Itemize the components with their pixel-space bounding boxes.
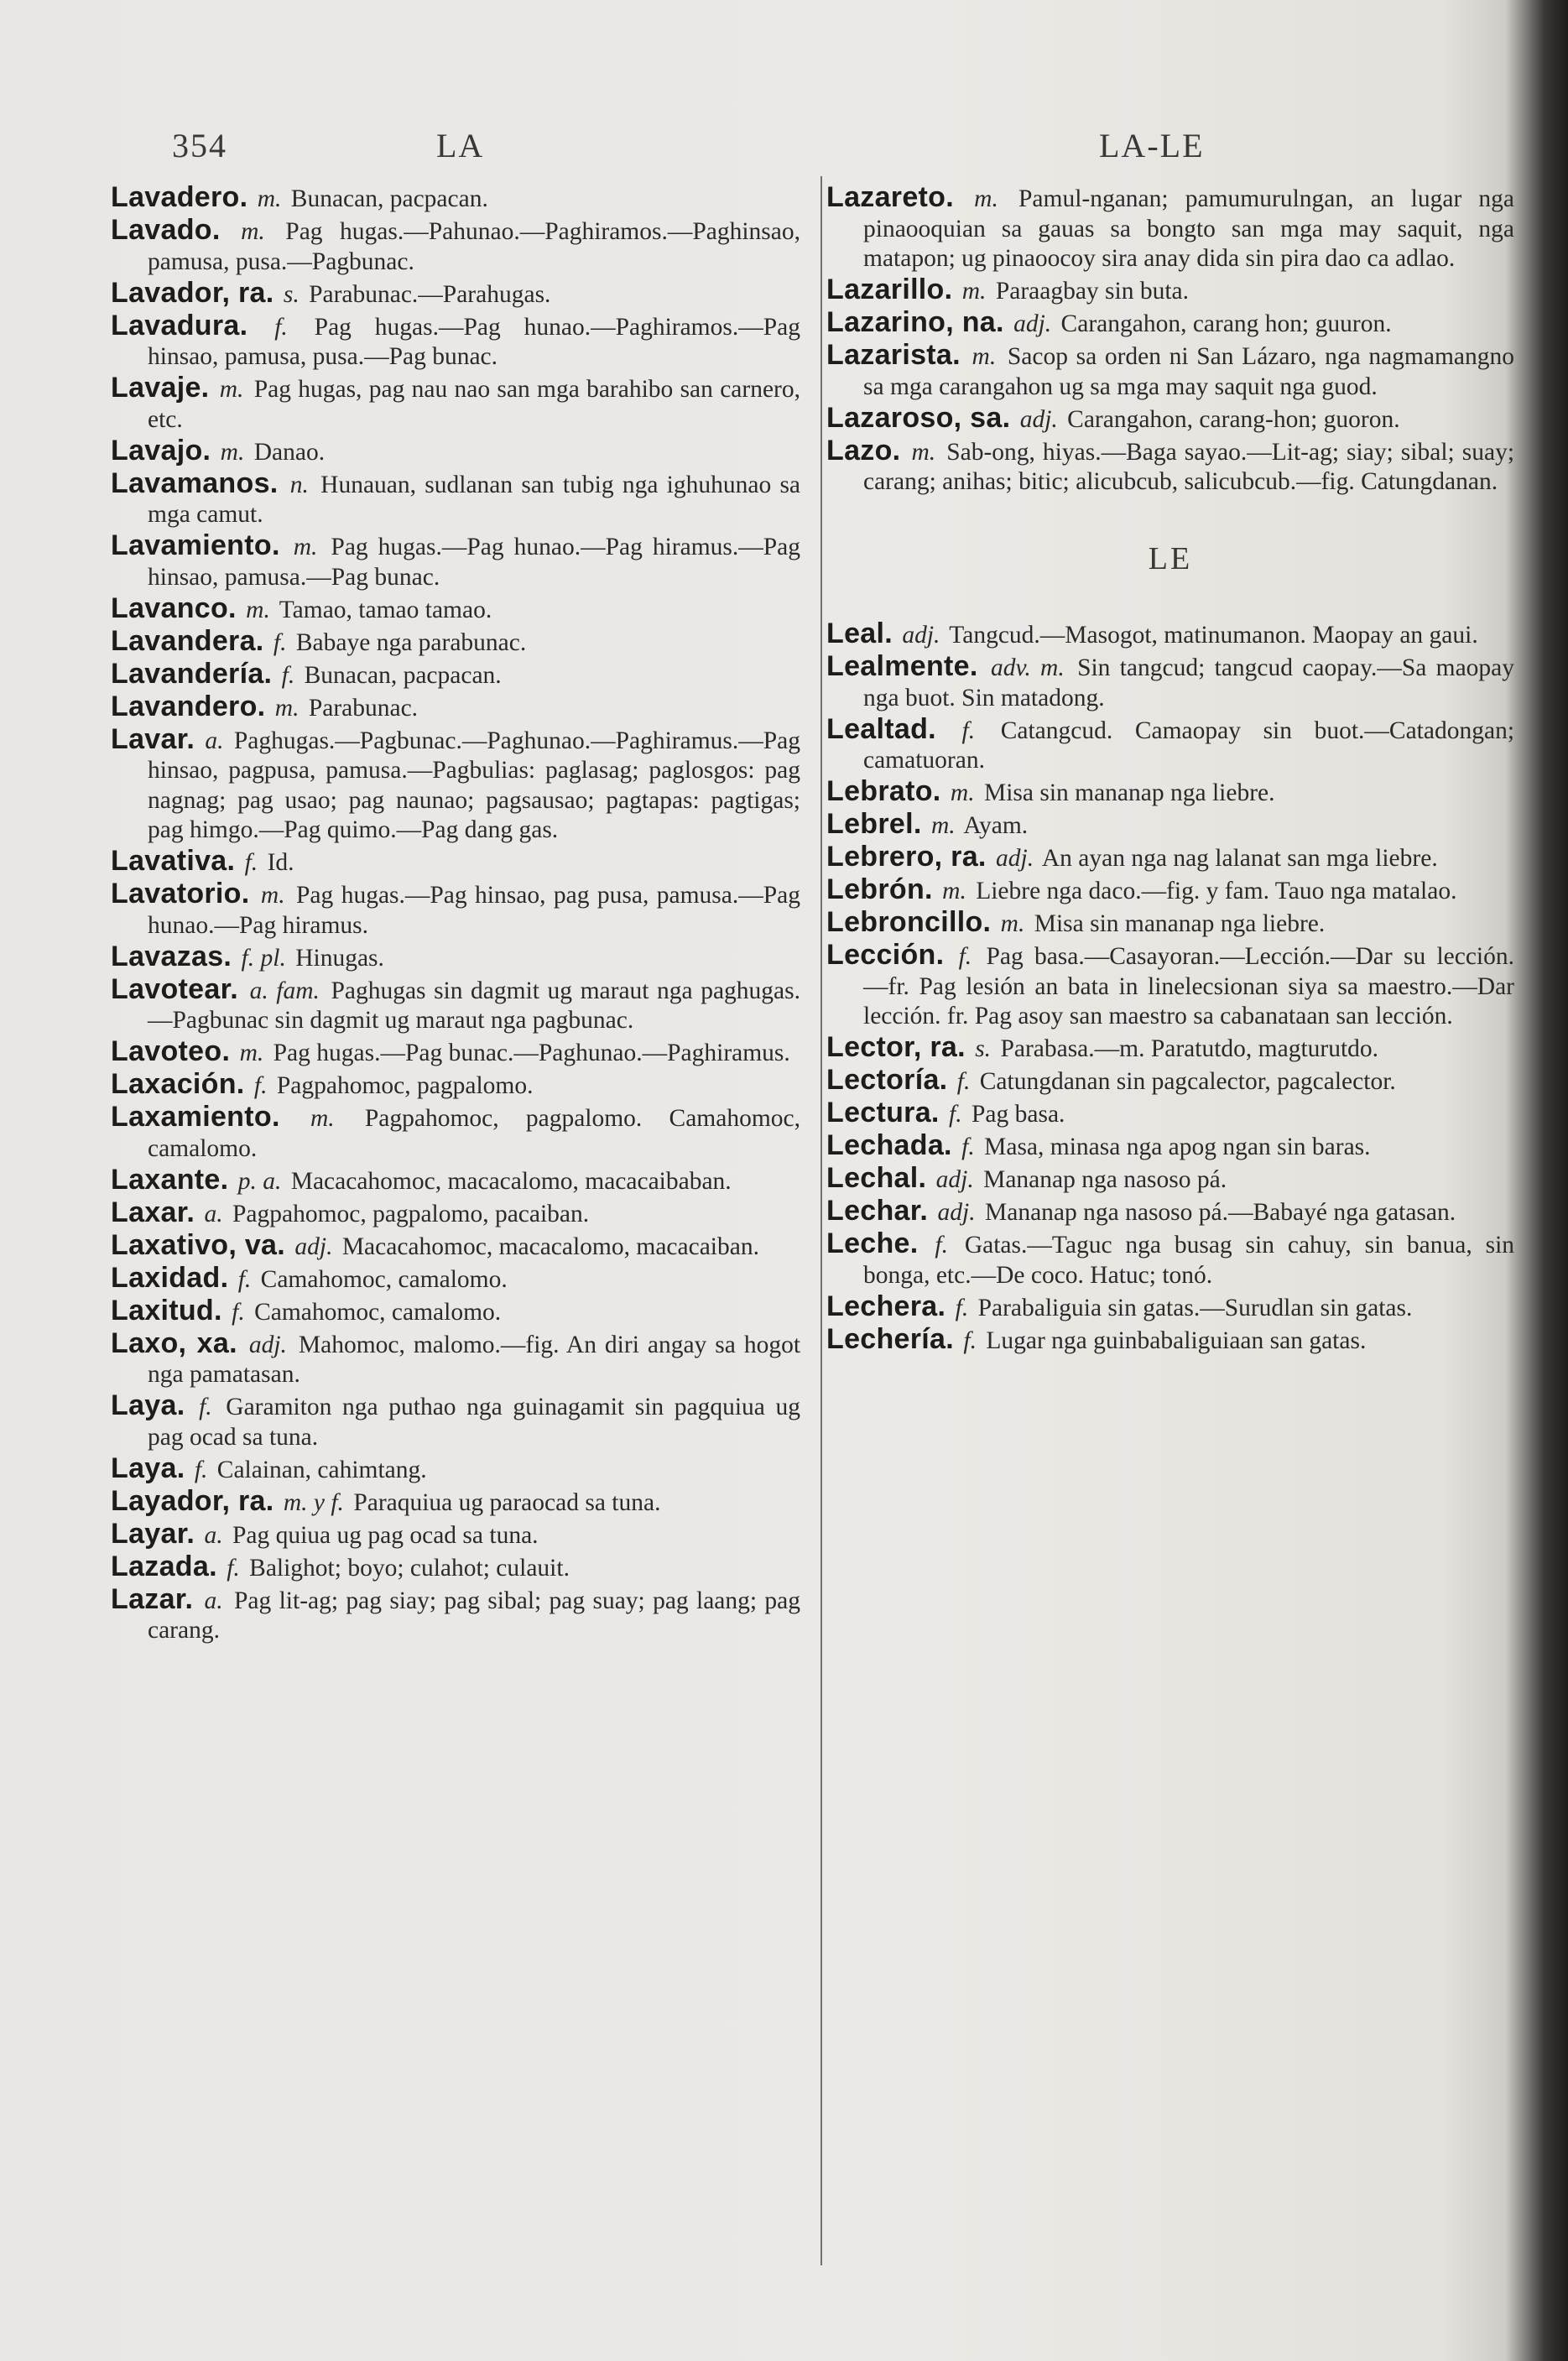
dictionary-entry (826, 908, 1514, 940)
dictionary-entry (826, 842, 1514, 874)
grammar-label: f. (227, 1554, 240, 1582)
headword: Laxativo, va. (111, 1228, 285, 1261)
grammar-label: f. (253, 1072, 268, 1099)
grammar-label: m. (930, 812, 956, 839)
grammar-label: f. (274, 313, 288, 341)
definition: Ayam. (963, 812, 1029, 839)
definition: Carangahon, carang hon; guuron. (1060, 310, 1392, 337)
dictionary-entry (826, 183, 1514, 274)
headword: Lavotear. (111, 972, 238, 1005)
right-column (826, 183, 1514, 1358)
grammar-label: adj. (248, 1331, 287, 1358)
dictionary-entry (111, 1198, 800, 1230)
definition: Catangcud. Camaopay sin buot.—Catadongan; camatuoran. (863, 717, 1515, 774)
headword: Laxante. (111, 1163, 229, 1196)
grammar-label: adj. (294, 1233, 333, 1260)
grammar-label: f. (273, 628, 287, 656)
dictionary-entry (111, 879, 800, 941)
headword: Lavandera. (111, 624, 264, 657)
headword: Lección. (826, 939, 945, 971)
definition: Paghugas.—Pagbunac.—Paghunao.—Paghiramus.—Pag hinsao, pagpusa, pamusa.—Pagbulias: paglasag; paglosgos: pag nagnag; pag usao; pag naunao; pagsausao; pagtapas: pagtigas; pag himgo.—Pag quimo.—Pag dang gas. (148, 727, 801, 843)
grammar-label: m. (219, 376, 244, 403)
definition: Pag hugas.—Pag bunac.—Paghunao.—Paghiramus. (273, 1040, 790, 1066)
grammar-label: f. (961, 717, 976, 744)
grammar-label: m. (239, 1040, 264, 1066)
definition: Bunacan, pacpacan. (304, 661, 502, 689)
dictionary-entry (826, 1292, 1514, 1324)
definition: Misa sin mananap nga liebre. (1034, 910, 1326, 937)
definition: Pagpahomoc, pagpalomo. (276, 1072, 534, 1099)
definition: Pag hugas.—Pag hunao.—Paghiramos.—Pag hinsao, pamusa, pusa.—Pag bunac. (148, 313, 800, 370)
dictionary-entry (111, 942, 800, 974)
headword: Laxo, xa. (111, 1326, 237, 1359)
headword: Lechar. (826, 1195, 929, 1227)
dictionary-entry (826, 401, 1514, 435)
grammar-label: m. (220, 438, 245, 466)
dictionary-entry (111, 659, 800, 691)
dictionary-entry (826, 436, 1514, 498)
definition: Paraquiua ug paraocad sa tuna. (353, 1488, 661, 1516)
definition: Danao. (253, 438, 326, 466)
grammar-label: adj. (1019, 405, 1058, 433)
definition: Pag hugas.—Pag hinsao, pag pusa, pamusa.—Pag hunao.—Pag hiramus. (148, 882, 800, 939)
definition: Pag basa. (972, 1101, 1065, 1128)
definition: Pag quiua ug pag ocad sa tuna. (232, 1521, 539, 1549)
grammar-label: m. (310, 1105, 335, 1132)
definition: Pamul-nganan; pamumurulngan, an lugar nga pinaooquian sa gauas sa bongto san mga may saquit, nga matapon; ug pinaoocoy sira anay dida sin pira dao ca adlao. (863, 185, 1515, 272)
headword: Lectoría. (826, 1064, 948, 1096)
dictionary-entry (826, 712, 1515, 776)
dictionary-entry (111, 531, 800, 592)
grammar-label: f. (956, 1068, 971, 1095)
dictionary-entry (111, 624, 800, 659)
grammar-label: f. (199, 1394, 212, 1420)
dictionary-entry (826, 619, 1514, 651)
headword: Laxar. (111, 1196, 195, 1228)
dictionary-entry (826, 1066, 1514, 1097)
dictionary-entry (826, 875, 1514, 907)
headword: Lebrato. (826, 775, 941, 807)
definition: Parabunac. (308, 694, 419, 722)
grammar-label: a. (204, 1200, 223, 1227)
headword: Layar. (111, 1517, 195, 1550)
grammar-label: a. (205, 727, 224, 754)
grammar-label: adj. (937, 1199, 976, 1226)
definition: Pag lit-ag; pag siay; pag sibal; pag suay; pag laang; pag carang. (148, 1587, 801, 1644)
headword: Lazo. (826, 434, 901, 466)
headword: Lazar. (111, 1582, 194, 1615)
definition: Misa sin mananap nga liebre. (983, 779, 1275, 806)
headword: Lavar. (111, 722, 195, 755)
definition: Balighot; boyo; culahot; culauit. (249, 1554, 570, 1582)
dictionary-entry (111, 847, 800, 878)
dictionary-entry (111, 1454, 800, 1486)
headword: Leal. (826, 618, 893, 649)
grammar-label: a. fam. (249, 977, 320, 1004)
grammar-label: m. (1000, 910, 1025, 937)
dictionary-entry (111, 1552, 800, 1584)
definition: Pag hugas.—Pag hunao.—Pag hiramus.—Pag hinsao, pamusa.—Pag bunac. (148, 534, 801, 591)
definition: Parabasa.—m. Paratutdo, magturutdo. (1000, 1035, 1379, 1062)
dictionary-entry (826, 1196, 1514, 1228)
headword: Lector, ra. (826, 1031, 966, 1063)
dictionary-entry (111, 1037, 800, 1069)
dictionary-entry (826, 341, 1514, 402)
headword: Leche. (826, 1227, 919, 1259)
headword: Lavativa. (111, 845, 236, 877)
grammar-label: f. (194, 1456, 208, 1483)
dictionary-entry (826, 777, 1514, 809)
headword: Lavadura. (111, 309, 248, 341)
definition: Parabaliguia sin gatas.—Surudlan sin gatas. (977, 1294, 1413, 1321)
definition: Paraagbay sin buta. (995, 278, 1190, 305)
dictionary-entry (111, 373, 800, 435)
page-header (0, 126, 1568, 176)
definition: Tamao, tamao tamao. (279, 596, 492, 623)
dictionary-entry (111, 216, 800, 277)
definition: Pag hugas, pag nau nao san mga barahibo san carnero, etc. (148, 376, 800, 433)
grammar-label: m. (274, 694, 300, 722)
headword: Lavaje. (111, 372, 210, 404)
definition: Id. (267, 849, 294, 876)
definition: Pagpahomoc, pagpalomo. Camahomoc, camalomo. (148, 1105, 801, 1162)
definition: Garamiton nga puthao nga guinagamit sin pagquiua ug pag ocad sa tuna. (148, 1394, 801, 1451)
dictionary-entry (826, 1033, 1514, 1065)
grammar-label: m. (974, 185, 998, 212)
definition: Pagpahomoc, pagpalomo, pacaiban. (232, 1200, 590, 1227)
headword: Lavanco. (111, 592, 237, 624)
headword: Lazarista. (826, 339, 961, 371)
grammar-label: m. (961, 278, 987, 305)
definition: Carangahon, carang-hon; guoron. (1067, 405, 1400, 433)
running-head-left: LA (436, 127, 485, 164)
definition: Parabunac.—Parahugas. (309, 280, 551, 308)
grammar-label: m. (942, 878, 966, 904)
dictionary-entry (111, 972, 801, 1036)
grammar-label: m. (911, 438, 936, 466)
headword: Laya. (111, 1452, 185, 1484)
definition: Bunacan, pacpacan. (290, 185, 488, 212)
definition: Liebre nga daco.—fig. y fam. Tauo nga matalao. (976, 878, 1457, 904)
headword: Lazarino, na. (826, 306, 1004, 338)
grammar-label: f. (281, 661, 295, 689)
headword: Lavandero. (111, 690, 266, 722)
definition: Sacop sa orden ni San Lázaro, nga nagmamangno sa mga carangahon ug sa mga may saquit nga guod. (863, 343, 1514, 400)
definition: Macacahomoc, macacalomo, macacaiban. (341, 1233, 759, 1260)
grammar-label: m. (293, 534, 318, 560)
headword: Laxamiento. (111, 1101, 280, 1133)
dictionary-entry (111, 1228, 800, 1263)
headword: Lechada. (826, 1129, 952, 1161)
headword: Laxitud. (111, 1294, 222, 1326)
grammar-label: f. (232, 1298, 245, 1326)
grammar-label: p. a. (237, 1167, 282, 1195)
grammar-label: f. (244, 849, 258, 876)
headword: Laxación. (111, 1068, 245, 1100)
headword: Lealmente. (826, 650, 978, 682)
grammar-label: f. (958, 943, 972, 970)
definition: Paghugas sin dagmit ug maraut nga paghugas.—Pagbunac sin dagmit ug maraut nga pagbunac. (148, 977, 801, 1034)
dictionary-entry (111, 466, 801, 530)
dictionary-entry (826, 308, 1514, 340)
headword: Lebrero, ra. (826, 841, 987, 873)
dictionary-entry (826, 1131, 1514, 1163)
headword: Lealtad. (826, 712, 936, 745)
grammar-label: f. pl. (241, 944, 286, 972)
dictionary-entry (111, 722, 801, 846)
grammar-label: a. (204, 1587, 223, 1614)
grammar-label: f. (935, 1232, 948, 1259)
headword: Lectura. (826, 1097, 940, 1128)
left-column (111, 183, 800, 1647)
dictionary-entry (826, 652, 1514, 713)
definition: Pag hugas.—Pahunao.—Paghiramos.—Paghinsao, pamusa, pusa.—Pagbunac. (148, 218, 801, 275)
headword: Lebroncillo. (826, 906, 992, 938)
headword: Laya. (111, 1389, 185, 1421)
grammar-label: adj. (1013, 310, 1052, 337)
headword: Lavatorio. (111, 878, 250, 909)
section-heading-le: LE (1148, 540, 1193, 576)
definition: An ayan nga nag lalanat san mga liebre. (1041, 845, 1438, 872)
headword: Layador, ra. (111, 1484, 274, 1517)
dictionary-entry (111, 1296, 800, 1328)
definition: Hinugas. (295, 944, 384, 972)
dictionary-entry (111, 1165, 800, 1197)
column-divider (820, 176, 822, 2265)
headword: Lavador, ra. (111, 276, 274, 309)
definition: Calainan, cahimtang. (216, 1456, 427, 1483)
dictionary-entry (111, 1519, 800, 1551)
dictionary-entry (111, 1070, 800, 1102)
grammar-label: f. (961, 1134, 975, 1160)
dictionary-entry (111, 692, 800, 724)
headword: Lavado. (111, 214, 221, 246)
headword: Lechería. (826, 1322, 954, 1355)
headword: Lavamiento. (111, 529, 280, 561)
grammar-label: n. (289, 471, 309, 498)
grammar-label: m. (257, 185, 282, 212)
dictionary-entry (111, 1582, 801, 1646)
definition: Masa, minasa nga apog ngan sin baras. (984, 1134, 1371, 1160)
definition: Mahomoc, malomo.—fig. An diri angay sa hogot nga pamatasan. (148, 1331, 801, 1388)
dictionary-entry (111, 436, 800, 468)
grammar-label: adj. (902, 622, 940, 649)
running-head-right: LA-LE (1099, 127, 1205, 164)
definition: Gatas.—Taguc nga busag sin cahuy, sin banua, sin bonga, etc.—De coco. Hatuc; tonó. (863, 1232, 1515, 1289)
dictionary-entry (826, 810, 1514, 842)
grammar-label: s. (975, 1035, 992, 1062)
dictionary-entry (826, 1229, 1514, 1290)
grammar-label: f. (955, 1294, 969, 1321)
definition: Lugar nga guinbabaliguiaan san gatas. (986, 1326, 1367, 1354)
dictionary-entry (111, 1326, 801, 1390)
definition: Camahomoc, camalomo. (254, 1298, 502, 1326)
headword: Lechal. (826, 1162, 927, 1194)
grammar-label: f. (963, 1326, 977, 1354)
dictionary-entry (111, 1391, 800, 1452)
headword: Lebrón. (826, 873, 933, 905)
definition: Hunauan, sudlanan san tubig nga ighuhunao sa mga camut. (148, 471, 801, 528)
definition: Pag basa.—Casayoran.—Lección.—Dar su lección.—fr. Pag lesión an bata in linelecsionan siya sa maestro.—Dar lección. fr. Pag asoy san maestro sa cabanataan san lección. (863, 943, 1515, 1029)
definition: Camahomoc, camalomo. (260, 1265, 508, 1293)
headword: Lazarillo. (826, 274, 953, 305)
headword: Lazada. (111, 1550, 217, 1582)
grammar-label: f. (949, 1101, 962, 1128)
definition: Babaye nga parabunac. (295, 628, 527, 656)
dictionary-entry (826, 1164, 1514, 1196)
right-column-la-entries (826, 183, 1514, 498)
dictionary-entry (111, 1484, 800, 1519)
dictionary-entry (111, 1261, 800, 1295)
grammar-label: adv. m. (990, 654, 1065, 681)
dictionary-entry (111, 311, 800, 373)
dictionary-entry (826, 1322, 1514, 1357)
grammar-label: m. (260, 882, 285, 909)
definition: Mananap nga nasoso pá. (983, 1166, 1227, 1193)
grammar-label: m. (241, 218, 265, 245)
grammar-label: m. (246, 596, 270, 623)
right-column-le-entries (826, 619, 1514, 1356)
definition: Catungdanan sin pagcalector, pagcalector. (979, 1068, 1396, 1095)
grammar-label: adj. (996, 845, 1034, 872)
page-number: 354 (172, 127, 227, 164)
grammar-label: m. (950, 779, 975, 806)
headword: Lazareto. (826, 181, 954, 213)
headword: Lazaroso, sa. (826, 401, 1011, 434)
dictionary-entry (111, 276, 800, 310)
dictionary-entry (826, 941, 1514, 1032)
dictionary-entry (111, 594, 800, 626)
headword: Laxidad. (111, 1261, 229, 1294)
headword: Lavoteo. (111, 1035, 231, 1067)
definition: Macacahomoc, macacalomo, macacaibaban. (290, 1167, 732, 1195)
dictionary-entry (111, 183, 800, 215)
grammar-label: m. (972, 343, 997, 370)
definition: Mananap nga nasoso pá.—Babayé nga gatasan. (985, 1199, 1456, 1226)
dictionary-entry (826, 275, 1514, 307)
grammar-label: a. (204, 1521, 223, 1549)
headword: Lavadero. (111, 181, 248, 213)
headword: Lavamanos. (111, 466, 279, 499)
grammar-label: f. (237, 1265, 252, 1293)
grammar-label: adj. (935, 1166, 974, 1193)
dictionary-entry (111, 1102, 800, 1164)
grammar-label: m. y f. (283, 1488, 344, 1516)
headword: Lechera. (826, 1290, 946, 1322)
headword: Lavandería. (111, 657, 273, 690)
headword: Lebrel. (826, 808, 922, 840)
headword: Lavajo. (111, 434, 211, 466)
headword: Lavazas. (111, 940, 232, 972)
definition: Sin tangcud; tangcud caopay.—Sa maopay nga buot. Sin matadong. (863, 654, 1515, 711)
dictionary-entry (826, 1098, 1514, 1130)
definition: Sab-ong, hiyas.—Baga sayao.—Lit-ag; siay; sibal; suay; carang; anihas; bitic; alicubcub, salicubcub.—fig. Catungdanan. (863, 438, 1515, 495)
definition: Tangcud.—Masogot, matinumanon. Maopay an gaui. (949, 622, 1478, 649)
grammar-label: s. (283, 280, 300, 308)
